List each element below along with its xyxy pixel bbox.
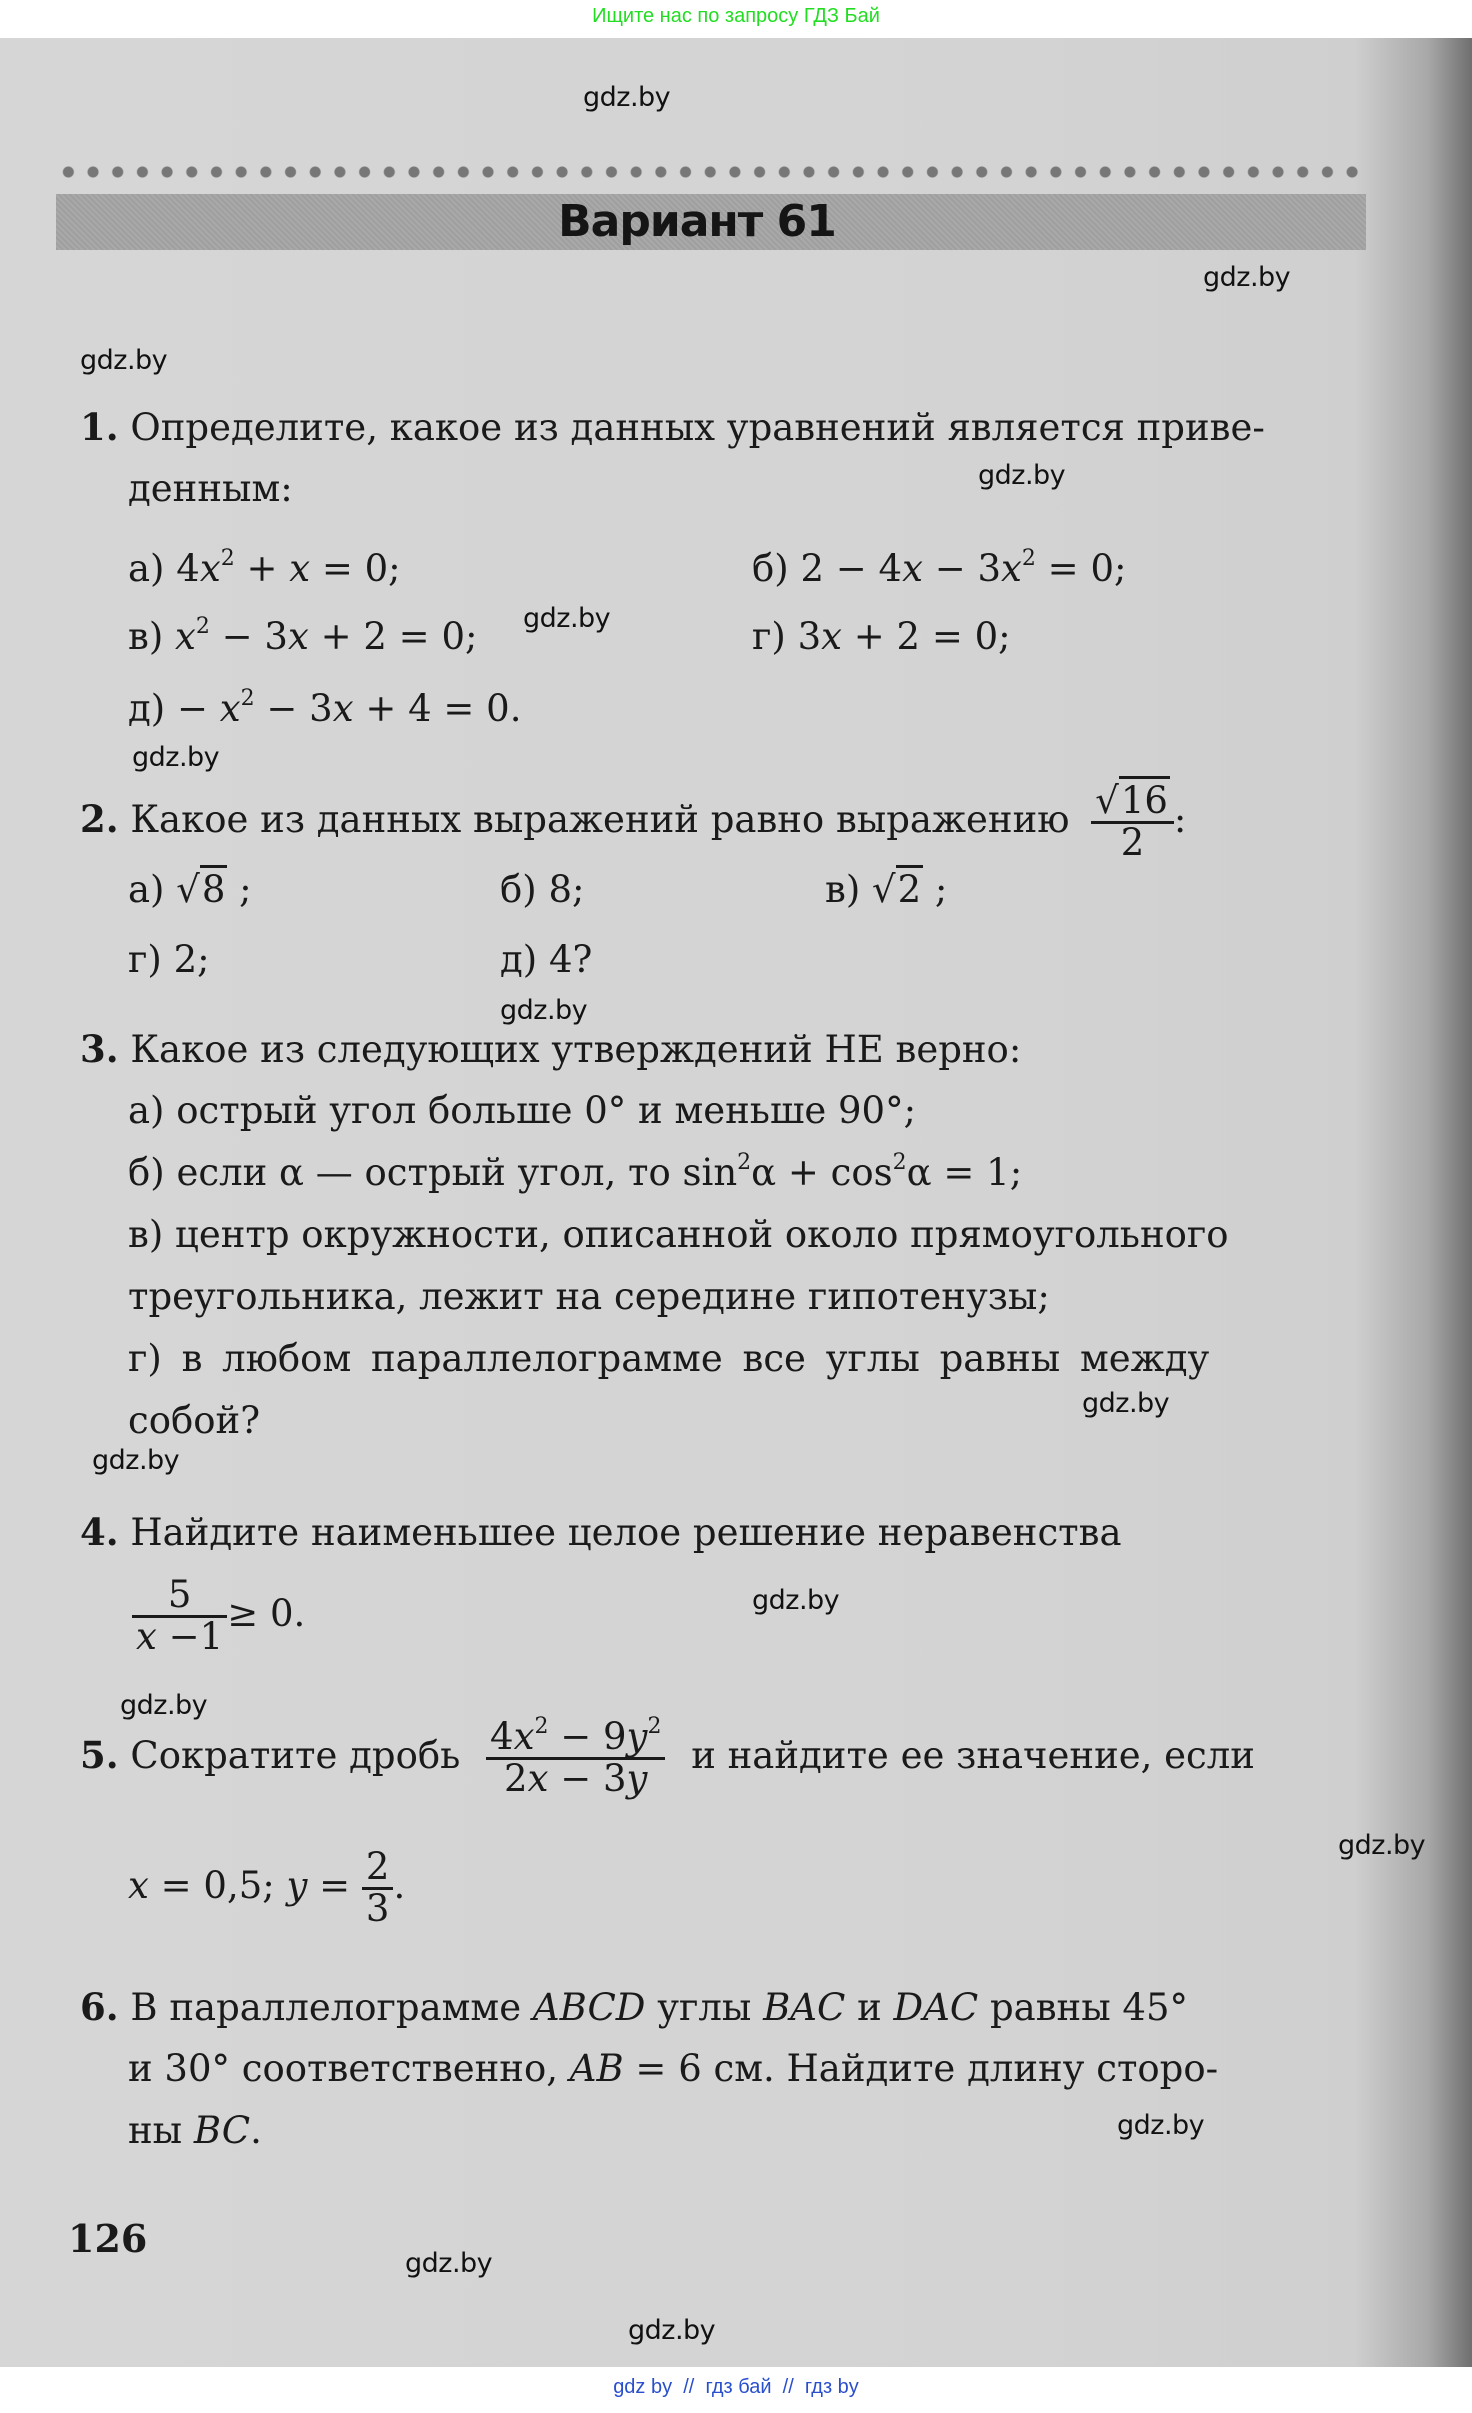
question-3 <box>80 1017 1380 1457</box>
fraction: $\frac{4x^2 - 9y^2}{2x - 3y}$ <box>486 1718 665 1799</box>
option-g: г) 2; <box>128 938 210 981</box>
question-text-after: и найдите ее значение, если <box>691 1733 1255 1777</box>
watermark: gdz.by <box>500 995 588 1026</box>
question-text-cont: денным: <box>128 467 293 510</box>
option-d: д) 4? <box>500 938 593 981</box>
option-v-cont: треугольника, лежит на середине гипотенузы; <box>128 1275 1050 1318</box>
watermark: gdz.by <box>628 2315 716 2346</box>
watermark: gdz.by <box>1338 1830 1426 1861</box>
option-g-cont: собой? <box>128 1399 261 1442</box>
question-number: 3. <box>80 1027 119 1071</box>
question-number: 2. <box>80 796 119 841</box>
question-4 <box>80 1500 1380 1700</box>
question-6: 6. В параллелограмме ABCD углы BAC и DAC равны 45° и 30° соответственно, AB = 6 см. Найдите длину сторо- ны BC. <box>80 1975 1380 2175</box>
fraction: $\frac{2}{3}$ <box>362 1848 394 1929</box>
watermark: gdz.by <box>523 603 611 634</box>
watermark: gdz.by <box>120 1690 208 1721</box>
question-2: 2. Какое из данных выражений равно выражению $\frac{√16}{2}$ : а) √8 ; б) 8; в) √2 ; г) 2; д) 4? <box>80 760 1380 1010</box>
watermark: gdz.by <box>405 2248 493 2279</box>
question-1 <box>80 395 1380 755</box>
option-v: в) центр окружности, описанной около прямоугольного <box>128 1213 1229 1256</box>
question-text: Сократите дробь <box>130 1733 461 1777</box>
bottom-banner <box>0 2367 1472 2413</box>
question-number: 6. <box>80 1985 119 2029</box>
watermark: gdz.by <box>752 1585 840 1616</box>
option-d: $д) - x^2 - 3x + 4 = 0$. <box>128 686 522 730</box>
question-number: 4. <box>80 1510 119 1554</box>
page-number: 126 <box>68 2216 148 2261</box>
watermark: gdz.by <box>92 1445 180 1476</box>
bottom-banner-links[interactable]: gdz by // гдз бай // гдз by <box>613 2376 859 2398</box>
question-number: 5. <box>80 1732 119 1777</box>
top-banner <box>0 0 1472 38</box>
dotted-divider <box>56 162 1366 182</box>
option-b: б) 8; <box>500 868 585 911</box>
question-text: Какое из следующих утверждений НЕ верно: <box>130 1028 1022 1071</box>
fraction: $\frac{√16}{2}$ <box>1091 782 1174 863</box>
option-b: б) $2 - 4x - 3x^2 = 0$; <box>752 546 1127 590</box>
watermark: gdz.by <box>132 742 220 773</box>
top-banner-text[interactable]: Ищите нас по запросу ГДЗ Бай <box>592 5 880 27</box>
question-text: Какое из данных выражений равно выражению <box>130 797 1070 841</box>
option-a: а) √8 ; <box>128 858 252 922</box>
given-values: x = 0,5; y = $\frac{2}{3}$ . <box>128 1845 406 1930</box>
option-a: а) $4x^2 + x = 0$; <box>128 546 401 590</box>
option-g: г) в любом параллелограмме все углы равны между <box>128 1337 1210 1380</box>
watermark: gdz.by <box>1082 1388 1170 1419</box>
watermark: gdz.by <box>1203 262 1291 293</box>
question-text: Найдите наименьшее целое решение неравенства <box>130 1511 1122 1554</box>
watermark: gdz.by <box>583 82 671 113</box>
inequality: $\frac{5}{x -1}$ ≥ 0. <box>132 1576 305 1657</box>
question-5 <box>80 1714 1380 1958</box>
title-band <box>56 194 1366 250</box>
option-v: в) √2 ; <box>825 858 947 922</box>
option-v: в) $x^2 - 3x + 2 = 0$; <box>128 614 478 658</box>
watermark: gdz.by <box>978 460 1066 491</box>
option-b: б) если α — острый угол, то $\sin^2\alpha + \cos^2\alpha = 1$; <box>128 1150 1023 1194</box>
watermark: gdz.by <box>80 345 168 376</box>
option-a: а) острый угол больше 0° и меньше 90°; <box>128 1089 917 1132</box>
question-text-cont: и 30° соответственно, AB = 6 см. Найдите длину сторо- <box>128 2047 1219 2090</box>
option-g: г) 3x + 2 = 0; <box>752 615 1011 658</box>
fraction: $\frac{5}{x -1}$ <box>132 1576 227 1657</box>
question-text: Определите, какое из данных уравнений является приве- <box>130 406 1265 449</box>
question-number: 1. <box>80 405 119 449</box>
question-text-cont: ны BC. <box>128 2109 262 2152</box>
variant-title: Вариант 61 <box>558 196 836 247</box>
watermark: gdz.by <box>1117 2110 1205 2141</box>
